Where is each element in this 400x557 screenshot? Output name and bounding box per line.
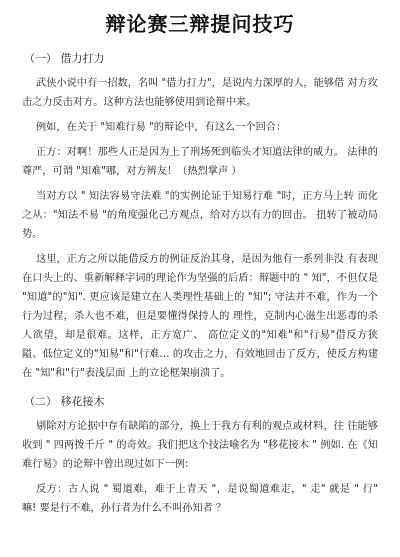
- section-heading: （二） 移花接木: [24, 395, 105, 408]
- document-title: 辩论赛三辩提问技巧: [105, 12, 295, 36]
- paragraph: 当对方以 " 知法容易守法难 "的实例论证于知易行难 "时，正方马上转 而化之从："知法不易 "的角度强化己方观点，给对方以有力的回击。 扭转了被动局势。: [22, 191, 378, 240]
- paragraph: 这里，正方之所以能借反方的例证反治其身，是因为他有一系列非没 有表现在口头上的、重新解释字词的理论作为坚强的后盾：辩题中的 " 知"，不但仅是 "知道"的"知". 更应该是建立在人类理性基础上的 "知"; 守法并不难，作为一个行为过程，杀人也不难，但是要懂得保持人的 理性，克制内心滋生出恶毒的杀人欲望，却是很难。这样，正方宽广、 高位定义的"知难"和"行易"借反方狭隘、低位定义的"知易"和"行难… 的攻击之力，有效地回击了反方，使反方构建在 "知"和"行"表浅层面 上的立论框架崩溃了。: [22, 254, 378, 379]
- section-heading: （一） 借力打力: [24, 52, 105, 65]
- paragraph: 剔除对方论据中存有缺陷的部分，换上于我方有利的观点或材料，往 往能够收到 " 四两拨千斤 " 的奇效。我们把这个技法喻名为 "移花接木 " 例如. 在《知难行易》的论辩中曾出现过如下一例:: [22, 421, 378, 470]
- paragraph: 武侠小说中有一招数，名叫 "借力打力"，是说内力深厚的人，能够借 对方攻击之力反击对方。这种方法也能够使用到论辩中来。: [22, 78, 378, 108]
- document-page: [0, 10, 400, 557]
- paragraph: 反方：古人说 " 蜀道难，难于上青天 "，是说蜀道难走，" 走" 就是 " 行" 嘛! 要是行不难，孙行者为什么不叫孙知者 ？: [22, 484, 378, 514]
- paragraph: 正方：对啊！那些人正是因为上了刑场死到临头才知道法律的威力。 法律的尊严，可谓 "知难"哪，对方辨友！（热烈掌声 ）: [22, 147, 378, 177]
- paragraph: 例如，在关于 "知难行易 "的辩论中，有这么一个回合：: [36, 122, 287, 133]
